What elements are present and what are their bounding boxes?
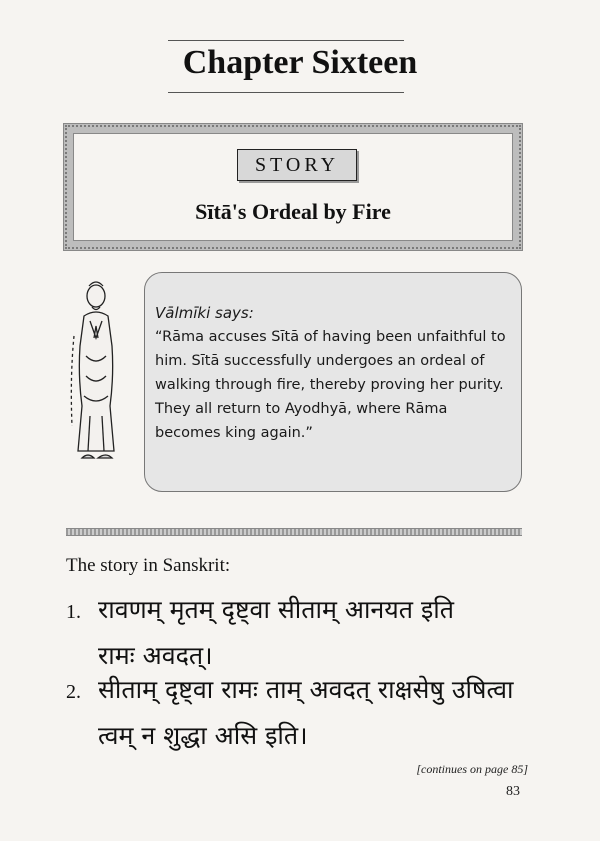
sanskrit-intro: The story in Sanskrit: <box>66 555 231 576</box>
page-number: 83 <box>506 784 520 799</box>
story-label: STORY <box>237 149 357 181</box>
verse-number: 1. <box>66 601 81 623</box>
continues-note: [continues on page 85] <box>416 762 528 776</box>
verse-2 <box>66 668 513 758</box>
quote-box <box>144 272 522 492</box>
verse-line: त्वम् न शुद्धा असि इति। <box>98 721 308 750</box>
section-divider <box>66 528 522 536</box>
title-underline <box>168 92 404 93</box>
story-title: Sītā's Ordeal by Fire <box>195 199 391 224</box>
verse-line: सीताम् दृष्ट्वा रामः ताम् अवदत् राक्षसेषु उषित्वा <box>98 675 514 704</box>
verse-number: 2. <box>66 681 81 703</box>
verse-1 <box>66 588 454 678</box>
praying-sage-figure-icon <box>56 276 136 476</box>
chapter-title: Chapter Sixteen <box>182 44 418 81</box>
story-frame <box>64 124 522 250</box>
quote-text: “Rāma accuses Sītā of having been unfaithful to him. Sītā successfully undergoes an ordeal of walking through fire, thereby proving her purity. They all return to Ayodhyā, where Rāma becomes king again.” <box>155 329 506 441</box>
quote-speaker: Vālmīki says: <box>155 304 254 322</box>
verse-line: रावणम् मृतम् दृष्ट्वा सीताम् आनयत इति <box>98 595 454 624</box>
verse-line: रामः अवदत्। <box>98 641 213 670</box>
top-rule <box>168 40 404 41</box>
